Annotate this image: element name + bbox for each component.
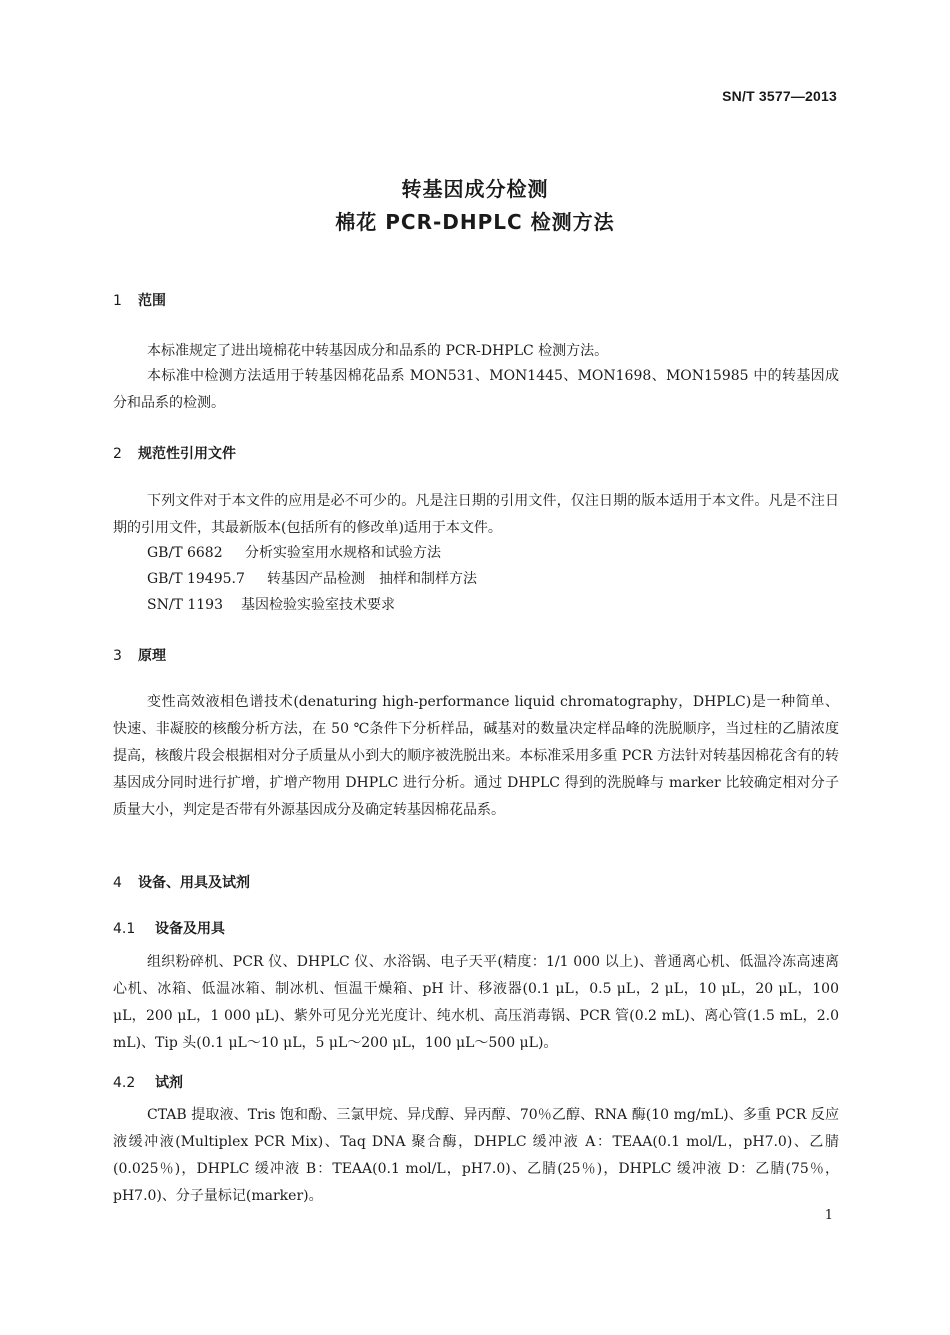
section-4-1-heading <box>113 918 225 938</box>
section-4-2-paragraph: CTAB 提取液、Tris 饱和酚、三氯甲烷、异戊醇、异丙醇、70％乙醇、RNA 酶(10 mg/mL)、多重 PCR 反应液缓冲液(Multiplex PCR Mix)、Taq DNA 聚合酶，DHPLC 缓冲液 A：TEAA(0.1 mol/L，pH7.0)、乙腈(0.025％)，DHPLC 缓冲液 B：TEAA(0.1 mol/L，pH7.0)、乙腈(25％)，DHPLC 缓冲液 D：乙腈(75％，pH7.0)、分子量标记(marker)。 <box>113 1107 839 1204</box>
section-number: 1 <box>113 293 122 309</box>
section-number: 4.2 <box>113 1075 136 1091</box>
reference-item <box>147 594 395 614</box>
section-4-1-paragraph: 组织粉碎机、PCR 仪、DHPLC 仪、水浴锅、电子天平(精度：1/1 000 以上)、普通离心机、低温冷冻高速离心机、冰箱、低温冰箱、制冰机、恒温干燥箱、pH 计、移液器(0.1 μL，0.5 μL，2 μL，10 μL，20 μL，100 μL，200 μL，1 000 μL)、紫外可见分光光度计、纯水机、高压消毒锅、PCR 管(0.2 mL)、离心管(1.5 mL，2.0 mL)、Tip 头(0.1 μL～10 μL，5 μL～200 μL，100 μL～500 μL)。 <box>113 954 839 1051</box>
section-title: 规范性引用文件 <box>138 446 236 462</box>
section-2-paragraph: 下列文件对于本文件的应用是必不可少的。凡是注日期的引用文件，仅注日期的版本适用于本文件。凡是不注日期的引用文件，其最新版本(包括所有的修改单)适用于本文件。 <box>113 493 839 536</box>
reference-name: 转基因产品检测 抽样和制样方法 <box>267 571 477 587</box>
section-number: 3 <box>113 648 122 664</box>
section-2-heading <box>113 443 236 463</box>
reference-code: GB/T 19495.7 <box>147 571 245 587</box>
reference-code: SN/T 1193 <box>147 597 223 613</box>
section-1-paragraph-2: 本标准中检测方法适用于转基因棉花品系 MON531、MON1445、MON1698、MON15985 中的转基因成分和品系的检测。 <box>113 368 839 411</box>
title-line-2: 棉花 PCR-DHPLC 检测方法 <box>335 210 615 234</box>
section-4-heading <box>113 872 250 892</box>
reference-item <box>147 568 477 588</box>
reference-item <box>147 542 441 562</box>
standard-number: SN/T 3577—2013 <box>722 88 837 104</box>
reference-name: 基因检验实验室技术要求 <box>241 597 395 613</box>
section-1-paragraph-1: 本标准规定了进出境棉花中转基因成分和品系的 PCR-DHPLC 检测方法。 <box>147 343 609 359</box>
section-title: 范围 <box>138 293 166 309</box>
page-number: 1 <box>824 1208 833 1223</box>
title-line-1: 转基因成分检测 <box>401 177 549 201</box>
section-4-2-heading <box>113 1072 183 1092</box>
reference-name: 分析实验室用水规格和试验方法 <box>245 545 441 561</box>
section-number: 2 <box>113 446 122 462</box>
section-number: 4.1 <box>113 921 136 937</box>
section-title: 试剂 <box>155 1075 183 1091</box>
section-title: 设备及用具 <box>155 921 225 937</box>
section-3-heading <box>113 645 166 665</box>
reference-code: GB/T 6682 <box>147 545 223 561</box>
section-3-paragraph: 变性高效液相色谱技术(denaturing high-performance liquid chromatography，DHPLC)是一种简单、快速、非凝胶的核酸分析方法，在 50 ℃条件下分析样品，碱基对的数量决定样品峰的洗脱顺序，当过柱的乙腈浓度提高，核酸片段会根据相对分子质量从小到大的顺序被洗脱出来。本标准采用多重 PCR 方法针对转基因棉花含有的转基因成分同时进行扩增，扩增产物用 DHPLC 进行分析。通过 DHPLC 得到的洗脱峰与 marker 比较确定相对分子质量大小，判定是否带有外源基因成分及确定转基因棉花品系。 <box>113 694 839 818</box>
section-1-heading <box>113 290 166 310</box>
section-title: 设备、用具及试剂 <box>138 875 250 891</box>
section-number: 4 <box>113 875 122 891</box>
section-title: 原理 <box>138 648 166 664</box>
